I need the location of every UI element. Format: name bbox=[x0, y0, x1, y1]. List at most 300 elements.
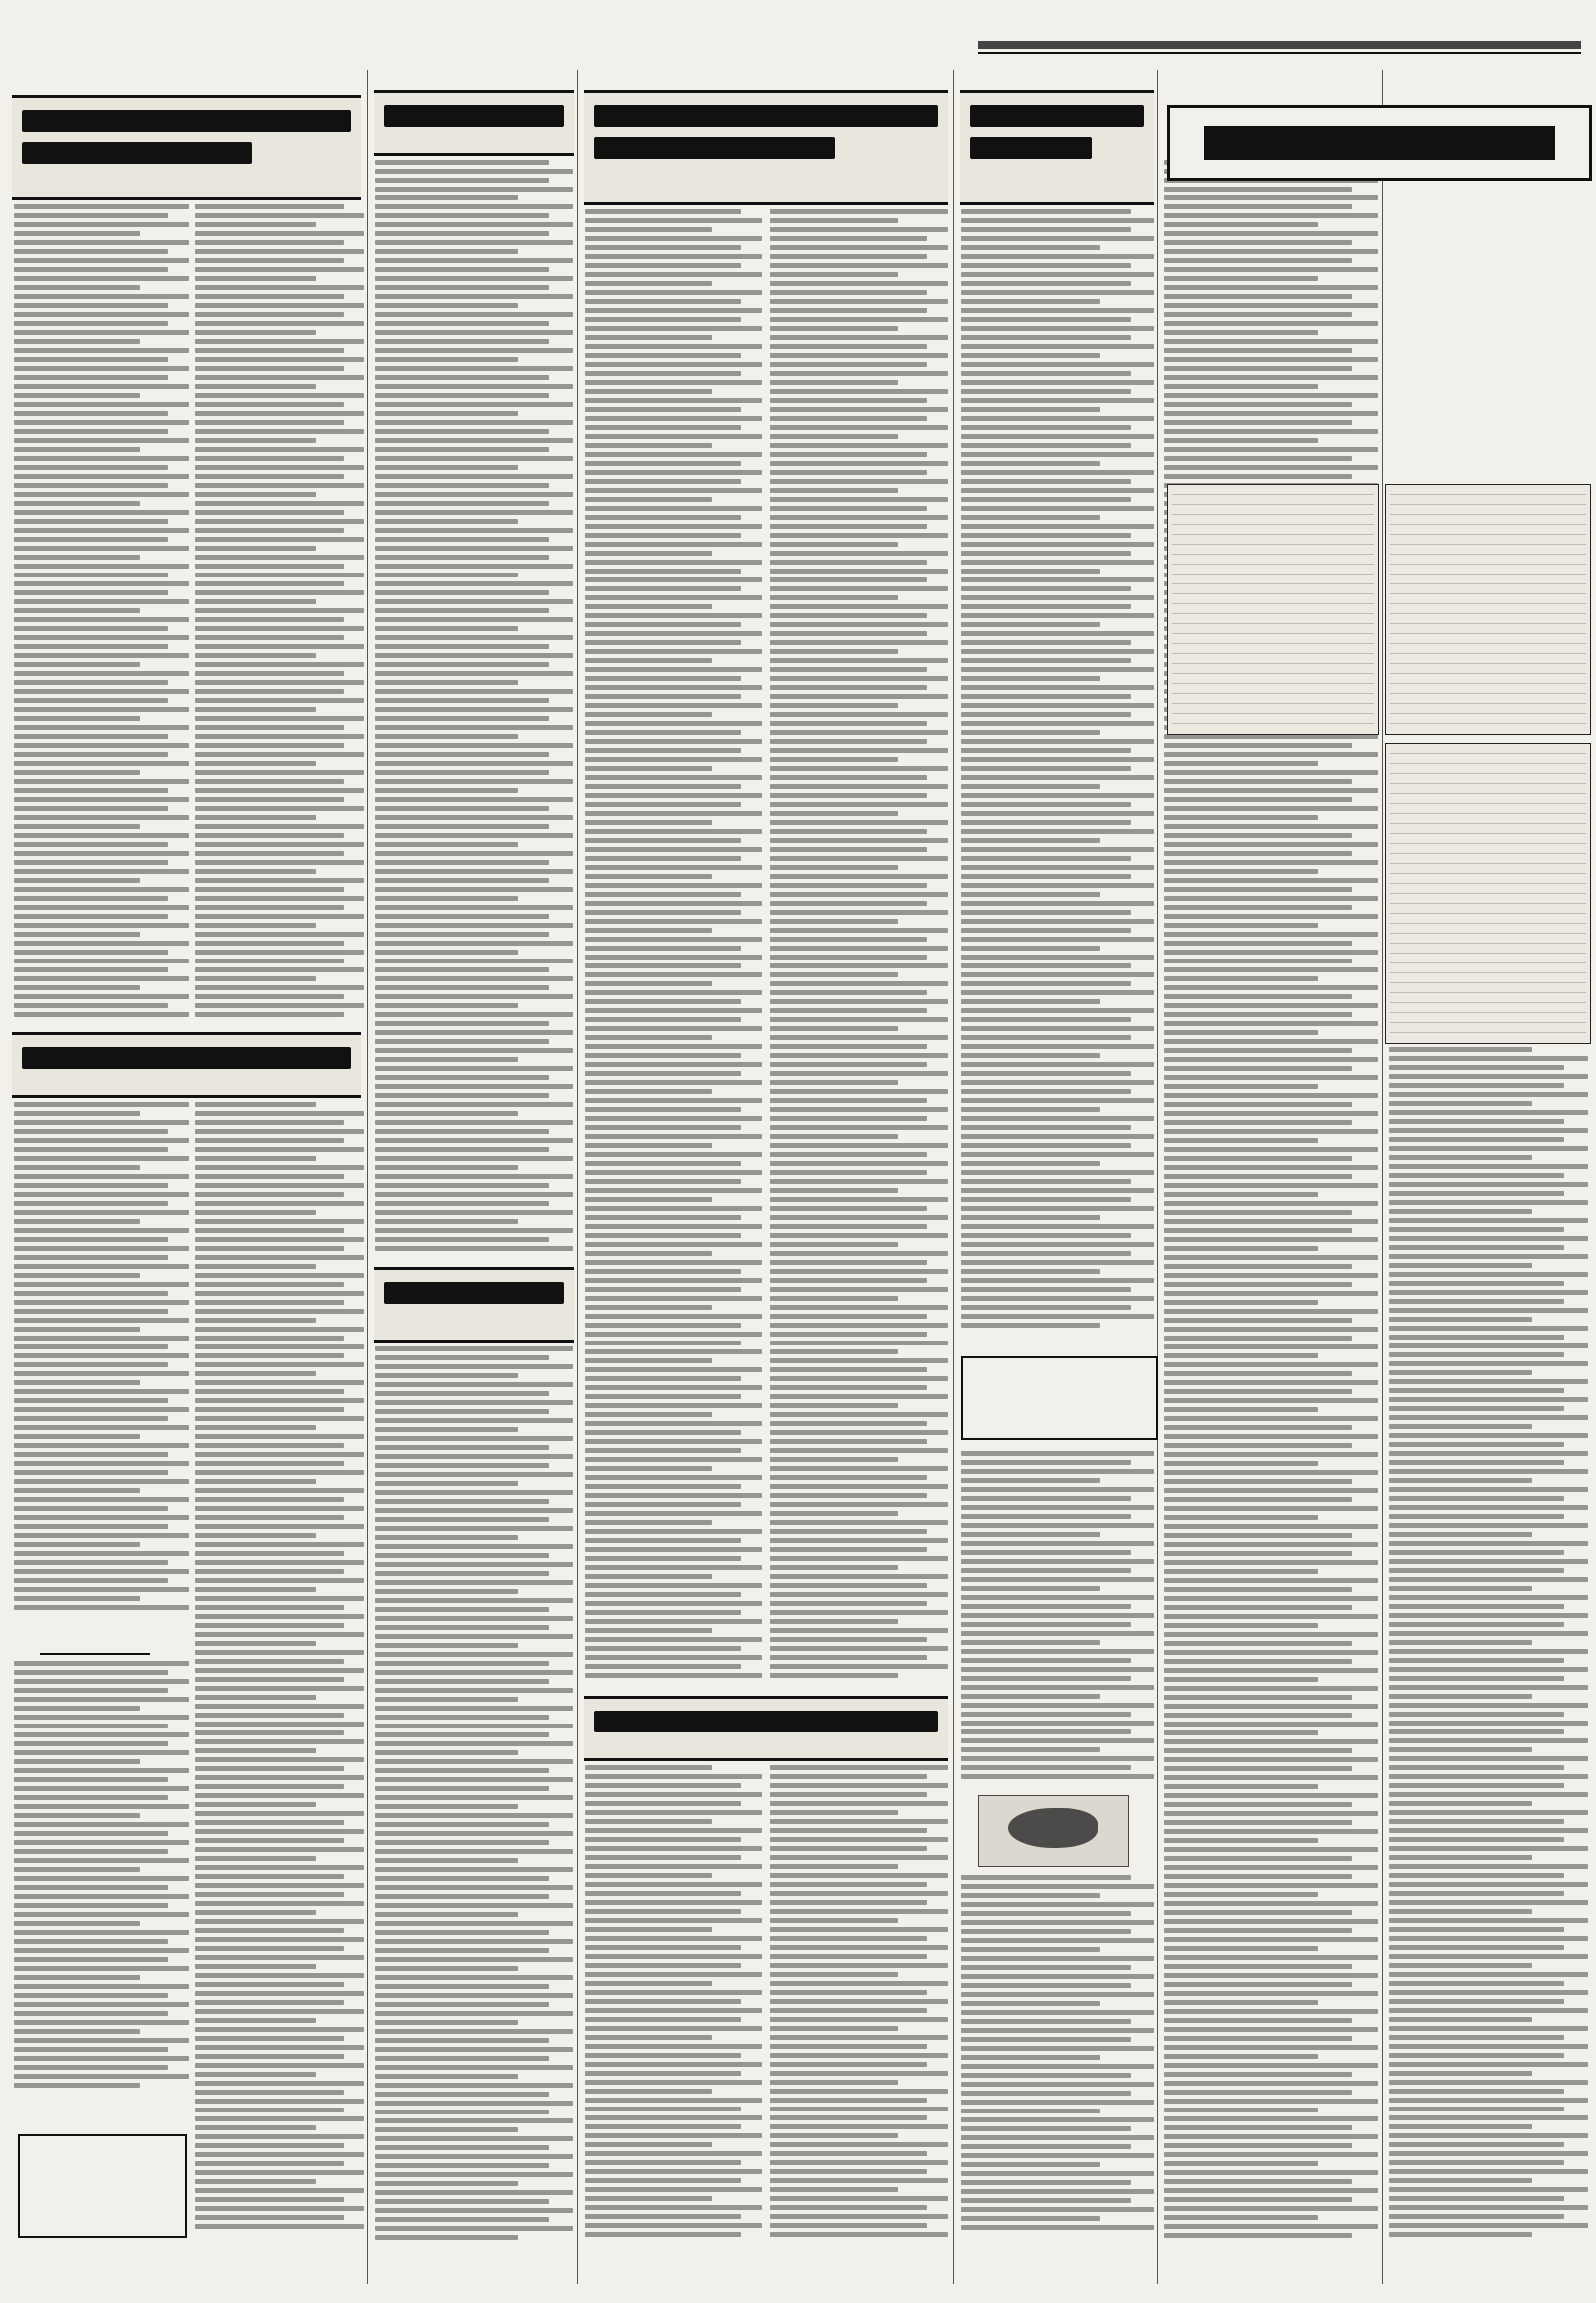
text-line bbox=[375, 1436, 573, 1441]
text-line bbox=[585, 892, 741, 897]
text-line bbox=[14, 474, 189, 479]
text-line bbox=[961, 1622, 1131, 1627]
text-line bbox=[1389, 1254, 1588, 1259]
text-line bbox=[1164, 1389, 1352, 1394]
text-line bbox=[585, 1673, 762, 1678]
text-line bbox=[770, 981, 948, 986]
text-line bbox=[770, 1565, 898, 1570]
text-line bbox=[14, 285, 140, 290]
text-line bbox=[195, 1730, 344, 1735]
text-line bbox=[1164, 348, 1352, 353]
text-line bbox=[1389, 1918, 1588, 1923]
text-line bbox=[14, 1706, 140, 1711]
text-line bbox=[195, 204, 344, 209]
text-line bbox=[585, 1152, 762, 1157]
text-line bbox=[14, 330, 189, 335]
text-line bbox=[961, 1098, 1154, 1103]
text-line bbox=[1389, 1227, 1564, 1232]
text-line bbox=[585, 901, 762, 906]
stock-table bbox=[1385, 484, 1591, 735]
text-line bbox=[375, 366, 573, 371]
text-line bbox=[375, 2110, 549, 2114]
text-line bbox=[375, 483, 549, 488]
text-line bbox=[585, 1655, 762, 1660]
text-line bbox=[375, 932, 549, 937]
text-line bbox=[375, 2020, 518, 2025]
text-line bbox=[1164, 195, 1378, 200]
text-line bbox=[961, 344, 1154, 349]
text-line bbox=[961, 1314, 1154, 1319]
text-line bbox=[375, 779, 573, 784]
text-line bbox=[585, 829, 762, 834]
text-line bbox=[375, 1921, 573, 1926]
text-line bbox=[585, 2062, 762, 2067]
text-line bbox=[375, 1165, 518, 1170]
text-line bbox=[375, 788, 518, 793]
text-line bbox=[585, 1520, 712, 1525]
text-line bbox=[14, 1939, 168, 1944]
text-line bbox=[195, 1892, 344, 1897]
text-line bbox=[961, 443, 1131, 448]
text-line bbox=[1164, 1039, 1378, 1044]
text-line bbox=[961, 757, 1154, 762]
text-line bbox=[375, 626, 518, 631]
text-line bbox=[770, 2214, 948, 2219]
text-line bbox=[585, 1188, 762, 1193]
text-line bbox=[770, 640, 948, 645]
text-line bbox=[195, 1659, 344, 1664]
text-line bbox=[1164, 303, 1378, 308]
text-line bbox=[1164, 1515, 1318, 1520]
text-line bbox=[1164, 2134, 1378, 2139]
text-line bbox=[375, 1472, 573, 1477]
text-line bbox=[195, 1811, 364, 1816]
table-row bbox=[1390, 584, 1586, 594]
text-line bbox=[961, 1568, 1131, 1573]
text-line bbox=[585, 1385, 762, 1390]
text-line bbox=[195, 285, 364, 290]
text-line bbox=[961, 586, 1131, 591]
text-line bbox=[1164, 1228, 1352, 1233]
text-line bbox=[585, 2223, 762, 2228]
table-row bbox=[1172, 684, 1374, 694]
text-line bbox=[375, 967, 549, 972]
text-line bbox=[961, 308, 1154, 313]
text-line bbox=[585, 2169, 762, 2174]
text-line bbox=[961, 981, 1131, 986]
text-line bbox=[375, 510, 573, 515]
text-line bbox=[195, 1991, 364, 1996]
text-line bbox=[1389, 1990, 1588, 1995]
text-line bbox=[585, 1846, 762, 1851]
text-line bbox=[375, 994, 573, 999]
text-line bbox=[1389, 1191, 1564, 1196]
text-line bbox=[585, 515, 741, 520]
text-line bbox=[1164, 1919, 1378, 1924]
text-line bbox=[770, 631, 927, 636]
text-line bbox=[585, 1179, 741, 1184]
text-line bbox=[1164, 258, 1352, 263]
text-line bbox=[14, 869, 189, 874]
text-line bbox=[375, 1795, 573, 1800]
text-line bbox=[961, 1559, 1154, 1564]
table-row bbox=[1172, 485, 1374, 495]
text-line bbox=[1389, 1361, 1588, 1366]
article-a4-body bbox=[375, 1346, 573, 2244]
text-line bbox=[1164, 1946, 1318, 1951]
text-line bbox=[770, 1394, 948, 1399]
text-line bbox=[1164, 1416, 1378, 1421]
text-line bbox=[375, 501, 549, 506]
text-line bbox=[961, 1170, 1154, 1175]
text-line bbox=[14, 1273, 140, 1278]
text-line bbox=[14, 1255, 168, 1260]
text-line bbox=[585, 1565, 762, 1570]
text-line bbox=[961, 937, 1154, 942]
text-line bbox=[1164, 914, 1378, 919]
text-line bbox=[14, 860, 168, 865]
text-line bbox=[375, 2074, 518, 2079]
text-line bbox=[770, 694, 948, 699]
text-line bbox=[961, 694, 1131, 699]
text-line bbox=[375, 1759, 573, 1764]
text-line bbox=[375, 887, 573, 892]
text-line bbox=[585, 640, 741, 645]
text-line bbox=[14, 231, 140, 236]
text-line bbox=[961, 1062, 1154, 1067]
text-line bbox=[1389, 2071, 1532, 2076]
text-line bbox=[14, 1210, 189, 1215]
text-line bbox=[14, 240, 189, 245]
text-line bbox=[375, 1075, 549, 1080]
text-line bbox=[1164, 2099, 1378, 2104]
text-line bbox=[961, 281, 1131, 286]
text-line bbox=[195, 1820, 344, 1825]
table-row bbox=[1172, 664, 1374, 674]
text-line bbox=[14, 501, 140, 506]
text-line bbox=[961, 1586, 1100, 1591]
table-row bbox=[1390, 594, 1586, 604]
text-line bbox=[14, 366, 189, 371]
text-line bbox=[585, 981, 712, 986]
text-line bbox=[770, 2089, 948, 2094]
text-line bbox=[961, 2171, 1154, 2176]
text-line bbox=[585, 748, 741, 753]
text-line bbox=[770, 515, 948, 520]
text-line bbox=[961, 1278, 1154, 1283]
text-line bbox=[770, 1819, 948, 1824]
text-line bbox=[961, 784, 1100, 789]
text-line bbox=[1164, 1820, 1352, 1825]
text-line bbox=[1389, 1379, 1588, 1384]
text-line bbox=[1164, 1030, 1318, 1035]
text-line bbox=[1164, 1479, 1352, 1484]
text-line bbox=[375, 725, 573, 730]
text-line bbox=[375, 555, 549, 560]
text-line bbox=[961, 1008, 1154, 1013]
text-line bbox=[195, 501, 364, 506]
text-line bbox=[770, 1954, 927, 1959]
text-line bbox=[195, 1569, 344, 1574]
text-line bbox=[585, 2160, 741, 2165]
text-line bbox=[585, 910, 741, 915]
text-line bbox=[1164, 1246, 1318, 1251]
text-line bbox=[961, 1523, 1154, 1528]
text-line bbox=[375, 204, 573, 209]
text-line bbox=[195, 1829, 364, 1834]
column-divider bbox=[1382, 70, 1383, 2284]
text-line bbox=[1389, 1317, 1532, 1322]
text-line bbox=[585, 1765, 712, 1770]
text-line bbox=[585, 2133, 762, 2138]
text-line bbox=[770, 883, 927, 888]
text-line bbox=[961, 1125, 1131, 1130]
text-line bbox=[375, 321, 549, 326]
text-line bbox=[195, 662, 364, 667]
text-line bbox=[375, 2056, 549, 2061]
text-line bbox=[1389, 1604, 1564, 1609]
text-line bbox=[375, 1012, 573, 1017]
text-line bbox=[14, 941, 189, 946]
text-line bbox=[770, 1215, 948, 1220]
text-line bbox=[375, 905, 573, 910]
text-line bbox=[770, 1457, 898, 1462]
text-line bbox=[770, 1466, 948, 1471]
text-line bbox=[1164, 1156, 1352, 1161]
text-line bbox=[585, 353, 741, 358]
table-row bbox=[1172, 704, 1374, 714]
table-row bbox=[1390, 954, 1586, 963]
text-line bbox=[1389, 2232, 1532, 2237]
text-line bbox=[1164, 276, 1318, 281]
text-line bbox=[195, 644, 364, 649]
text-line bbox=[1164, 2233, 1352, 2238]
headline-a4-line bbox=[384, 1282, 564, 1304]
text-line bbox=[961, 1251, 1131, 1256]
text-line bbox=[585, 1017, 741, 1022]
text-line bbox=[961, 1496, 1131, 1501]
text-line bbox=[770, 470, 927, 475]
text-line bbox=[375, 1849, 573, 1854]
text-line bbox=[195, 384, 316, 389]
text-line bbox=[585, 1080, 762, 1085]
text-line bbox=[14, 564, 189, 569]
text-line bbox=[195, 564, 344, 569]
text-line bbox=[1164, 393, 1378, 398]
text-line bbox=[375, 1625, 549, 1630]
text-line bbox=[375, 222, 573, 227]
text-line bbox=[375, 2092, 549, 2097]
text-line bbox=[1389, 1828, 1588, 1833]
text-line bbox=[14, 1741, 168, 1746]
text-line bbox=[375, 1813, 573, 1818]
text-line bbox=[585, 874, 712, 879]
text-line bbox=[375, 752, 549, 757]
headline-a1-line bbox=[22, 110, 351, 132]
text-line bbox=[195, 671, 344, 676]
text-line bbox=[14, 339, 140, 344]
text-line bbox=[14, 1434, 140, 1439]
text-line bbox=[961, 2198, 1131, 2203]
text-line bbox=[1164, 294, 1352, 299]
text-line bbox=[1389, 2142, 1564, 2147]
text-line bbox=[195, 294, 344, 299]
text-line bbox=[1164, 1695, 1352, 1700]
text-line bbox=[375, 1526, 573, 1531]
text-line bbox=[1164, 824, 1378, 829]
text-line bbox=[585, 1197, 712, 1202]
text-line bbox=[1389, 1209, 1532, 1214]
text-line bbox=[585, 1439, 762, 1444]
text-line bbox=[961, 703, 1154, 708]
text-line bbox=[375, 976, 573, 981]
text-line bbox=[375, 1391, 549, 1396]
text-line bbox=[375, 187, 573, 192]
text-line bbox=[585, 1206, 762, 1211]
text-line bbox=[770, 2115, 927, 2120]
text-line bbox=[1389, 1146, 1588, 1151]
text-line bbox=[375, 1822, 549, 1827]
text-line bbox=[1164, 420, 1352, 425]
text-line bbox=[1164, 1470, 1378, 1475]
text-line bbox=[770, 1846, 927, 1851]
text-line bbox=[195, 1641, 316, 1646]
table-row bbox=[1390, 804, 1586, 814]
text-line bbox=[195, 1605, 344, 1610]
text-line bbox=[961, 1640, 1100, 1645]
text-line bbox=[770, 2124, 948, 2129]
text-line bbox=[961, 452, 1154, 457]
text-line bbox=[585, 694, 741, 699]
table-row bbox=[1390, 555, 1586, 565]
text-line bbox=[375, 2136, 573, 2141]
text-line bbox=[770, 1053, 948, 1058]
text-line bbox=[961, 1911, 1131, 1916]
table-row bbox=[1390, 575, 1586, 584]
text-line bbox=[1164, 2054, 1318, 2059]
text-line bbox=[770, 910, 948, 915]
text-line bbox=[1164, 1865, 1378, 1870]
text-line bbox=[585, 1801, 741, 1806]
text-line bbox=[585, 1008, 762, 1013]
text-line bbox=[770, 2071, 948, 2076]
text-line bbox=[961, 748, 1131, 753]
text-line bbox=[585, 1412, 712, 1417]
text-line bbox=[585, 2107, 741, 2111]
text-line bbox=[1164, 1623, 1318, 1628]
text-line bbox=[14, 1975, 140, 1980]
text-line bbox=[375, 761, 573, 766]
text-line bbox=[195, 339, 364, 344]
text-line bbox=[14, 1831, 168, 1836]
text-line bbox=[195, 573, 364, 577]
text-line bbox=[195, 1443, 344, 1448]
headline-a4 bbox=[374, 1267, 574, 1343]
text-line bbox=[1164, 1210, 1352, 1215]
text-line bbox=[14, 1777, 168, 1782]
obituary-body bbox=[14, 1661, 189, 2100]
text-line bbox=[585, 2071, 741, 2076]
text-line bbox=[195, 1201, 364, 1206]
date-line bbox=[978, 38, 1581, 54]
text-line bbox=[14, 1966, 189, 1971]
table-row bbox=[1390, 565, 1586, 575]
horse-racing-illustration bbox=[978, 1795, 1129, 1867]
text-line bbox=[195, 1282, 344, 1287]
text-line bbox=[1389, 1792, 1588, 1797]
text-line bbox=[961, 972, 1154, 977]
text-line bbox=[585, 236, 762, 241]
text-line bbox=[1164, 779, 1352, 784]
text-line bbox=[585, 937, 762, 942]
text-line bbox=[375, 797, 573, 802]
text-line bbox=[961, 479, 1131, 484]
text-line bbox=[585, 2142, 712, 2147]
text-line bbox=[770, 739, 927, 744]
text-line bbox=[585, 2098, 762, 2103]
text-line bbox=[770, 919, 898, 924]
text-line bbox=[1164, 1461, 1318, 1466]
text-line bbox=[375, 2235, 518, 2240]
text-line bbox=[195, 1362, 364, 1367]
text-line bbox=[1164, 1434, 1378, 1439]
text-line bbox=[195, 2116, 364, 2121]
text-line bbox=[1164, 204, 1352, 209]
text-line bbox=[1164, 222, 1318, 227]
text-line bbox=[961, 874, 1131, 879]
headline-a5 bbox=[584, 90, 948, 205]
text-line bbox=[195, 617, 344, 622]
article-a7-body bbox=[961, 209, 1154, 1337]
text-line bbox=[1164, 2108, 1318, 2112]
text-line bbox=[1389, 1658, 1564, 1663]
text-line bbox=[961, 416, 1154, 421]
text-line bbox=[195, 2009, 364, 2014]
text-line bbox=[770, 335, 948, 340]
text-line bbox=[585, 461, 741, 466]
text-line bbox=[1164, 860, 1378, 865]
text-line bbox=[585, 1305, 712, 1310]
text-line bbox=[375, 671, 573, 676]
text-line bbox=[195, 2063, 364, 2068]
text-line bbox=[585, 1358, 712, 1363]
text-line bbox=[375, 1939, 573, 1944]
text-line bbox=[770, 2151, 927, 2156]
text-line bbox=[1164, 1784, 1318, 1789]
text-line bbox=[375, 294, 573, 299]
text-line bbox=[961, 317, 1131, 322]
text-line bbox=[195, 1506, 364, 1511]
text-line bbox=[585, 1529, 762, 1534]
headline-a7-line bbox=[970, 105, 1144, 127]
text-line bbox=[770, 1332, 927, 1337]
text-line bbox=[375, 985, 549, 990]
text-line bbox=[195, 240, 344, 245]
text-line bbox=[375, 1777, 573, 1782]
text-line bbox=[770, 2187, 898, 2192]
text-line bbox=[770, 1035, 948, 1040]
text-line bbox=[585, 209, 741, 214]
text-line bbox=[585, 1026, 762, 1031]
text-line bbox=[375, 1003, 518, 1008]
text-line bbox=[585, 524, 762, 529]
text-line bbox=[961, 1296, 1154, 1301]
text-line bbox=[375, 941, 573, 946]
text-line bbox=[961, 631, 1154, 636]
text-line bbox=[195, 474, 344, 479]
text-line bbox=[961, 1992, 1154, 1997]
text-line bbox=[375, 1562, 573, 1567]
